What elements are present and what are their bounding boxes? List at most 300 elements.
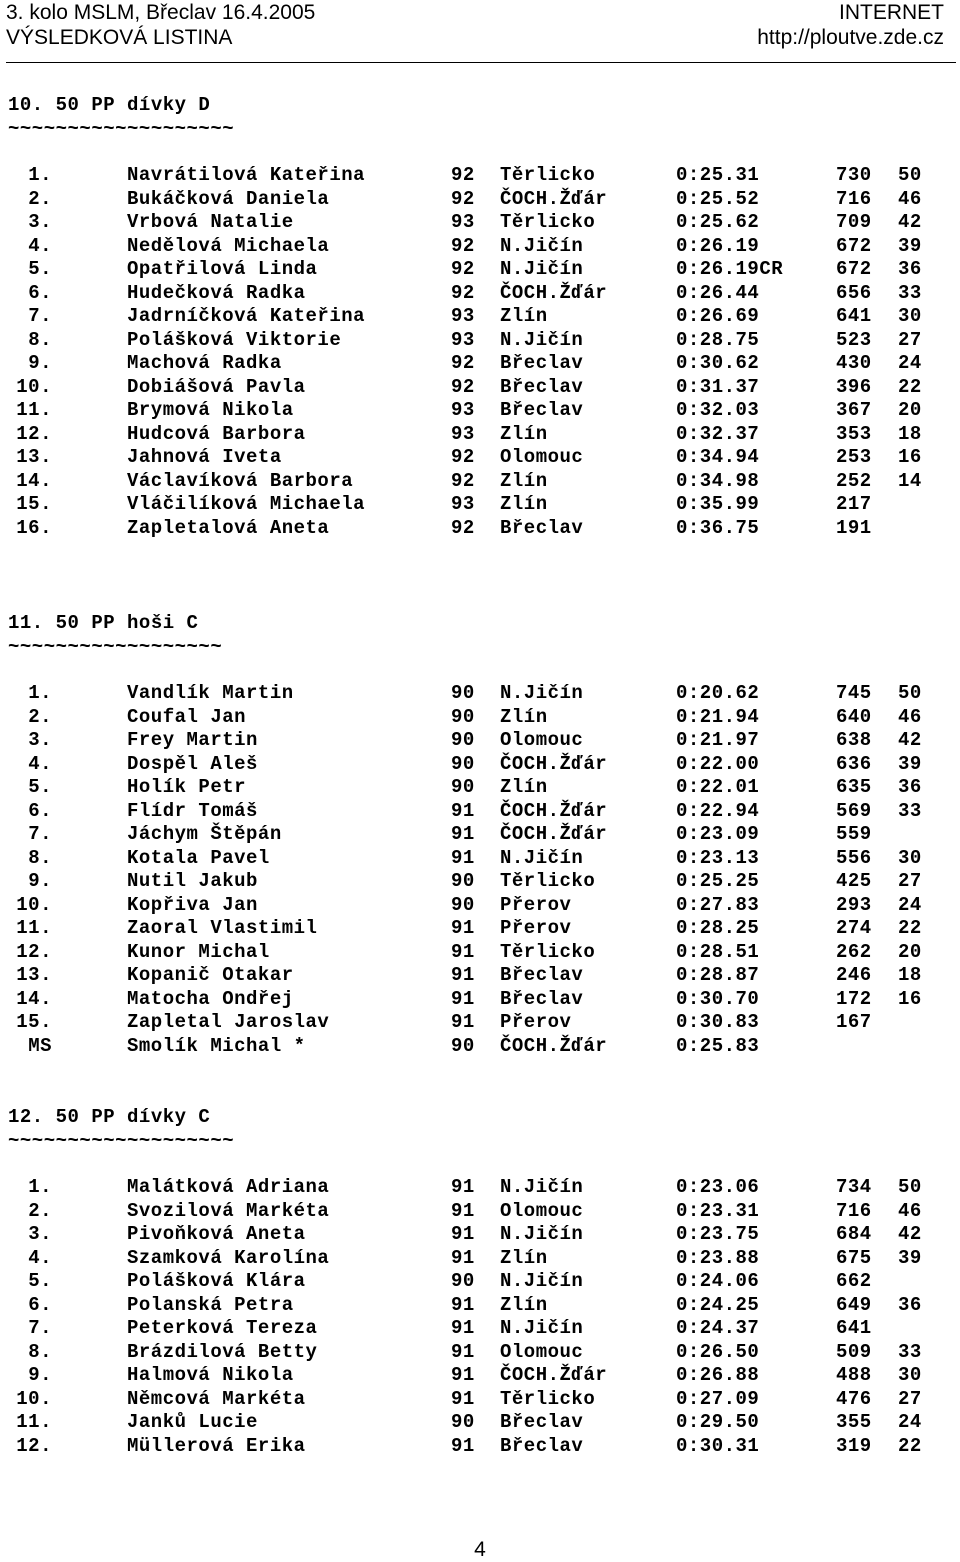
rank: 5. [28,258,52,280]
fina-points: 556 [836,846,872,869]
fina-points: 217 [836,493,872,515]
swim-time: 0:21.94 [676,705,760,728]
header-url: http://ploutve.zde.cz [757,26,944,49]
place-points: 39 [898,234,922,257]
rank: 3. [28,1223,52,1245]
birth-year: 92 [451,164,475,186]
club-name: N.Jičín [500,1223,584,1245]
swim-time: 0:29.50 [676,1411,760,1433]
swimmer-name: Janků Lucie [127,1411,258,1433]
swimmer-name: Dobiášová Pavla [127,375,306,398]
swimmer-name: Coufal Jan [127,705,247,728]
place-points: 46 [898,1199,922,1222]
swimmer-name: Václavíková Barbora [127,469,354,492]
club-name: N.Jičín [500,846,584,869]
swim-time: 0:26.50 [676,1340,760,1363]
event-title-underline: ~~~~~~~~~~~~~~~~~~ [8,636,223,658]
fina-points: 191 [836,516,872,539]
club-name: N.Jičín [500,1317,584,1339]
result-row [0,1435,960,1459]
swim-time: 0:23.75 [676,1223,760,1245]
place-points: 22 [898,1434,922,1457]
rank: 5. [28,776,52,798]
swim-time: 0:28.25 [676,917,760,939]
birth-year: 90 [451,1411,475,1433]
fina-points: 716 [836,187,872,210]
place-points: 22 [898,917,922,939]
club-name: Olomouc [500,729,584,751]
result-row [0,329,960,353]
fina-points: 172 [836,987,872,1010]
swimmer-name: Frey Martin [127,729,258,751]
fina-points: 559 [836,823,872,845]
swim-time: 0:23.06 [676,1176,760,1198]
birth-year: 91 [451,940,475,963]
fina-points: 640 [836,705,872,728]
fina-points: 672 [836,258,872,280]
result-row [0,352,960,376]
rank: 7. [28,823,52,845]
fina-points: 262 [836,940,872,963]
birth-year: 90 [451,752,475,775]
swim-time: 0:25.62 [676,211,760,233]
fina-points: 684 [836,1223,872,1245]
club-name: Zlín [500,493,548,515]
swimmer-name: Machová Radka [127,352,282,374]
birth-year: 90 [451,729,475,751]
club-name: N.Jičín [500,682,584,704]
birth-year: 92 [451,352,475,374]
rank: 2. [28,187,52,210]
swim-time: 0:20.62 [676,682,760,704]
swimmer-name: Zapletal Jaroslav [127,1011,330,1033]
rank: 12. [16,1434,52,1457]
result-row [0,188,960,212]
swim-time: 0:27.09 [676,1387,760,1410]
birth-year: 93 [451,328,475,351]
club-name: ČOCH.Žďár [500,799,608,822]
fina-points: 672 [836,234,872,257]
club-name: ČOCH.Žďár [500,752,608,775]
birth-year: 91 [451,987,475,1010]
result-row [0,870,960,894]
fina-points: 353 [836,422,872,445]
place-points: 14 [898,469,922,492]
birth-year: 93 [451,211,475,233]
place-points: 36 [898,1293,922,1316]
birth-year: 91 [451,799,475,822]
header-event-title: 3. kolo MSLM, Břeclav 16.4.2005 [6,1,316,24]
fina-points: 569 [836,799,872,822]
rank: MS [28,1034,52,1057]
result-row [0,282,960,306]
swimmer-name: Vandlík Martin [127,682,294,704]
place-points: 36 [898,776,922,798]
fina-points: 635 [836,776,872,798]
result-row [0,493,960,517]
rank: 2. [28,705,52,728]
swimmer-name: Bukáčková Daniela [127,187,330,210]
club-name: Těrlicko [500,164,596,186]
event-title-underline: ~~~~~~~~~~~~~~~~~~~ [8,1130,235,1152]
place-points: 24 [898,352,922,374]
club-name: Přerov [500,893,572,916]
fina-points: 355 [836,1411,872,1433]
swimmer-name: Smolík Michal * [127,1034,306,1057]
header-divider [6,62,956,63]
swim-time: 0:22.00 [676,752,760,775]
fina-points: 716 [836,1199,872,1222]
result-row [0,917,960,941]
event-title-underline: ~~~~~~~~~~~~~~~~~~~ [8,118,235,140]
birth-year: 91 [451,1176,475,1198]
swim-time: 0:25.25 [676,870,760,892]
place-points: 33 [898,799,922,822]
fina-points: 430 [836,352,872,374]
result-row [0,682,960,706]
club-name: Břeclav [500,1411,584,1433]
swim-time: 0:24.37 [676,1317,760,1339]
rank: 11. [16,917,52,939]
rank: 4. [28,752,52,775]
place-points: 42 [898,211,922,233]
swim-time: 0:28.75 [676,328,760,351]
birth-year: 92 [451,281,475,304]
place-points: 46 [898,705,922,728]
swim-time: 0:22.94 [676,799,760,822]
result-row [0,517,960,541]
club-name: Těrlicko [500,940,596,963]
result-row [0,847,960,871]
event-title: 11. 50 PP hoši C [8,612,199,634]
result-row [0,776,960,800]
rank: 8. [28,846,52,869]
results-table [0,682,960,1058]
swim-time: 0:32.03 [676,399,760,421]
fina-points: 167 [836,1011,872,1033]
result-row [0,305,960,329]
place-points: 50 [898,1176,922,1198]
swim-time: 0:30.70 [676,987,760,1010]
place-points: 33 [898,281,922,304]
place-points: 42 [898,729,922,751]
swimmer-name: Zapletalová Aneta [127,516,330,539]
rank: 4. [28,1246,52,1269]
fina-points: 319 [836,1434,872,1457]
swim-time: 0:32.37 [676,422,760,445]
birth-year: 91 [451,917,475,939]
fina-points: 636 [836,752,872,775]
place-points: 30 [898,1364,922,1386]
birth-year: 92 [451,234,475,257]
rank: 3. [28,211,52,233]
club-name: Břeclav [500,987,584,1010]
fina-points: 734 [836,1176,872,1198]
result-row [0,1247,960,1271]
place-points: 27 [898,328,922,351]
club-name: Těrlicko [500,1387,596,1410]
swimmer-name: Nedělová Michaela [127,234,330,257]
fina-points: 246 [836,964,872,986]
swimmer-name: Hudcová Barbora [127,422,306,445]
fina-points: 293 [836,893,872,916]
rank: 7. [28,305,52,327]
swim-time: 0:21.97 [676,729,760,751]
place-points: 50 [898,682,922,704]
result-row [0,376,960,400]
result-row [0,258,960,282]
birth-year: 91 [451,1340,475,1363]
birth-year: 92 [451,258,475,280]
rank: 16. [16,516,52,539]
swimmer-name: Matocha Ondřej [127,987,294,1010]
birth-year: 93 [451,399,475,421]
rank: 10. [16,375,52,398]
place-points: 30 [898,305,922,327]
swimmer-name: Malátková Adriana [127,1176,330,1198]
rank: 14. [16,469,52,492]
club-name: ČOCH.Žďár [500,281,608,304]
swimmer-name: Brázdilová Betty [127,1340,318,1363]
fina-points: 675 [836,1246,872,1269]
club-name: Břeclav [500,1434,584,1457]
rank: 1. [28,164,52,186]
rank: 1. [28,1176,52,1198]
rank: 8. [28,1340,52,1363]
swim-time: 0:30.31 [676,1434,760,1457]
result-row [0,706,960,730]
club-name: Zlín [500,1293,548,1316]
fina-points: 274 [836,917,872,939]
fina-points: 709 [836,211,872,233]
swim-time: 0:26.44 [676,281,760,304]
place-points: 42 [898,1223,922,1245]
swim-time: 0:25.83 [676,1034,760,1057]
header-results-title: VÝSLEDKOVÁ LISTINA [6,26,233,49]
rank: 12. [16,422,52,445]
birth-year: 91 [451,1434,475,1457]
birth-year: 91 [451,1317,475,1339]
swim-time: 0:26.19CR [676,258,784,280]
birth-year: 91 [451,1223,475,1245]
rank: 6. [28,1293,52,1316]
birth-year: 93 [451,305,475,327]
result-row [0,423,960,447]
birth-year: 93 [451,422,475,445]
result-row [0,235,960,259]
place-points: 33 [898,1340,922,1363]
swim-time: 0:26.88 [676,1364,760,1386]
result-row [0,211,960,235]
fina-points: 649 [836,1293,872,1316]
rank: 8. [28,328,52,351]
birth-year: 91 [451,1199,475,1222]
fina-points: 488 [836,1364,872,1386]
swimmer-name: Hudečková Radka [127,281,306,304]
swimmer-name: Navrátilová Kateřina [127,164,366,186]
swimmer-name: Kopanič Otakar [127,964,294,986]
rank: 12. [16,940,52,963]
swimmer-name: Jahnová Iveta [127,446,282,468]
swim-time: 0:23.31 [676,1199,760,1222]
swimmer-name: Kotala Pavel [127,846,270,869]
club-name: Olomouc [500,1199,584,1222]
rank: 14. [16,987,52,1010]
swim-time: 0:28.87 [676,964,760,986]
place-points: 18 [898,422,922,445]
fina-points: 253 [836,446,872,468]
club-name: Zlín [500,705,548,728]
rank: 1. [28,682,52,704]
place-points: 27 [898,1387,922,1410]
fina-points: 730 [836,164,872,186]
birth-year: 91 [451,1387,475,1410]
rank: 3. [28,729,52,751]
club-name: Zlín [500,422,548,445]
fina-points: 425 [836,870,872,892]
birth-year: 92 [451,375,475,398]
rank: 15. [16,1011,52,1033]
club-name: Zlín [500,776,548,798]
swim-time: 0:26.19 [676,234,760,257]
result-row [0,894,960,918]
place-points: 16 [898,987,922,1010]
swim-time: 0:23.09 [676,823,760,845]
fina-points: 656 [836,281,872,304]
result-row [0,941,960,965]
swim-time: 0:24.06 [676,1270,760,1292]
swimmer-name: Vrbová Natalie [127,211,294,233]
swimmer-name: Jáchym Štěpán [127,823,282,845]
rank: 5. [28,1270,52,1292]
club-name: ČOCH.Žďár [500,1034,608,1057]
club-name: Zlín [500,305,548,327]
birth-year: 91 [451,1011,475,1033]
page-number: 4 [474,1538,486,1561]
club-name: Břeclav [500,964,584,986]
club-name: N.Jičín [500,258,584,280]
place-points: 36 [898,258,922,280]
club-name: Přerov [500,917,572,939]
club-name: N.Jičín [500,234,584,257]
place-points: 46 [898,187,922,210]
birth-year: 91 [451,823,475,845]
club-name: Břeclav [500,399,584,421]
fina-points: 367 [836,399,872,421]
result-row [0,1411,960,1435]
birth-year: 90 [451,870,475,892]
fina-points: 745 [836,682,872,704]
event-title: 10. 50 PP dívky D [8,94,211,116]
swimmer-name: Szamková Karolína [127,1246,330,1269]
results-table [0,1176,960,1458]
result-row [0,164,960,188]
place-points: 30 [898,846,922,869]
birth-year: 91 [451,846,475,869]
rank: 2. [28,1199,52,1222]
result-row [0,800,960,824]
swim-time: 0:25.31 [676,164,760,186]
birth-year: 91 [451,1293,475,1316]
place-points: 50 [898,164,922,186]
fina-points: 641 [836,305,872,327]
club-name: ČOCH.Žďár [500,1364,608,1386]
swim-time: 0:25.52 [676,187,760,210]
birth-year: 90 [451,776,475,798]
result-row [0,1388,960,1412]
swimmer-name: Jadrníčková Kateřina [127,305,366,327]
swimmer-name: Holík Petr [127,776,247,798]
club-name: Břeclav [500,352,584,374]
swim-time: 0:23.88 [676,1246,760,1269]
swimmer-name: Svozilová Markéta [127,1199,330,1222]
rank: 9. [28,352,52,374]
birth-year: 90 [451,705,475,728]
place-points: 39 [898,1246,922,1269]
birth-year: 90 [451,682,475,704]
birth-year: 91 [451,964,475,986]
fina-points: 523 [836,328,872,351]
swim-time: 0:34.94 [676,446,760,468]
club-name: N.Jičín [500,1270,584,1292]
place-points: 18 [898,964,922,986]
club-name: Zlín [500,469,548,492]
result-row [0,1294,960,1318]
rank: 7. [28,1317,52,1339]
place-points: 24 [898,1411,922,1433]
club-name: Těrlicko [500,211,596,233]
rank: 6. [28,799,52,822]
swim-time: 0:35.99 [676,493,760,515]
fina-points: 641 [836,1317,872,1339]
result-row [0,1223,960,1247]
result-row [0,470,960,494]
club-name: Břeclav [500,516,584,539]
result-row [0,1176,960,1200]
place-points: 20 [898,399,922,421]
rank: 9. [28,1364,52,1386]
rank: 10. [16,1387,52,1410]
fina-points: 509 [836,1340,872,1363]
swimmer-name: Zaoral Vlastimil [127,917,318,939]
birth-year: 92 [451,469,475,492]
swim-time: 0:34.98 [676,469,760,492]
fina-points: 396 [836,375,872,398]
place-points: 22 [898,375,922,398]
rank: 11. [16,399,52,421]
club-name: Olomouc [500,446,584,468]
swimmer-name: Halmová Nikola [127,1364,294,1386]
results-table [0,164,960,540]
birth-year: 92 [451,516,475,539]
swimmer-name: Peterková Tereza [127,1317,318,1339]
result-row [0,1317,960,1341]
place-points: 24 [898,893,922,916]
header-internet-label: INTERNET [839,1,944,24]
swimmer-name: Pivoňková Aneta [127,1223,306,1245]
club-name: Zlín [500,1246,548,1269]
swim-time: 0:30.62 [676,352,760,374]
swimmer-name: Kunor Michal [127,940,270,963]
rank: 13. [16,964,52,986]
result-row [0,1011,960,1035]
rank: 10. [16,893,52,916]
rank: 4. [28,234,52,257]
swim-time: 0:24.25 [676,1293,760,1316]
swimmer-name: Kopřiva Jan [127,893,258,916]
swim-time: 0:30.83 [676,1011,760,1033]
place-points: 27 [898,870,922,892]
